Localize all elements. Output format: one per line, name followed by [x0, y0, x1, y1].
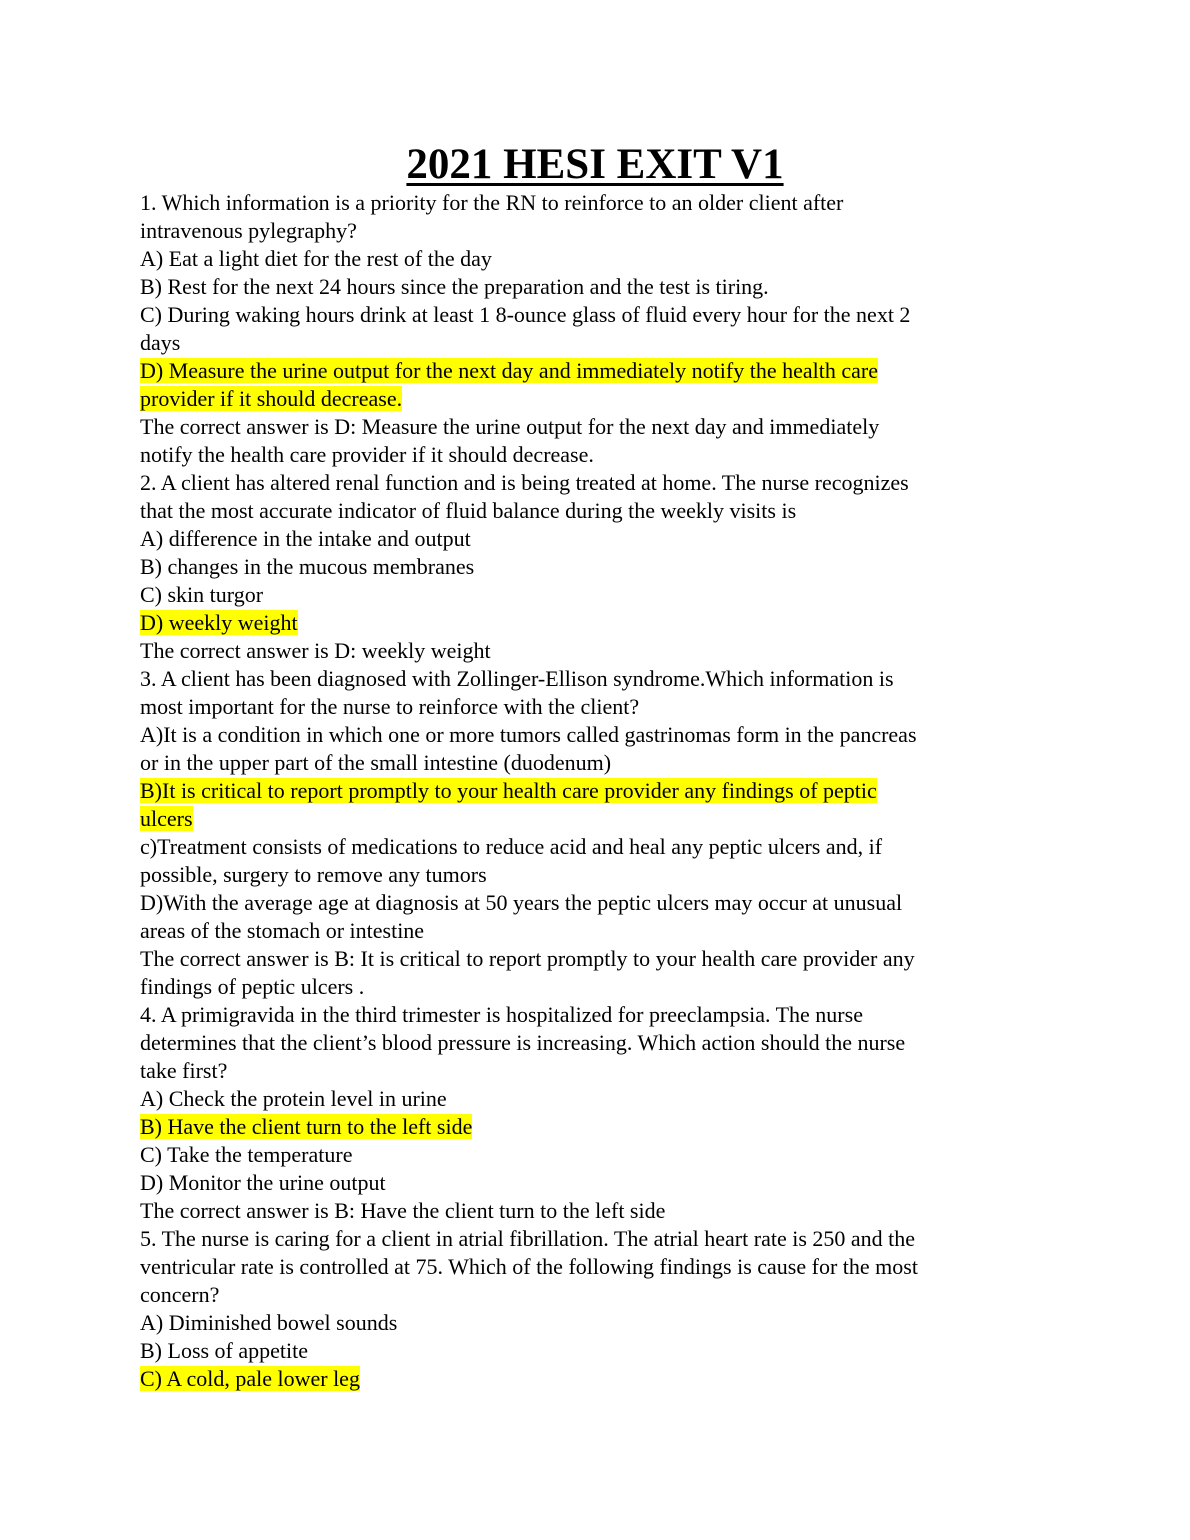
highlighted-answer-text: ulcers [140, 806, 193, 831]
line-text: B) changes in the mucous membranes [140, 554, 475, 579]
line-text: The correct answer is B: Have the client turn to the left side [140, 1198, 666, 1223]
line-text: D) Monitor the urine output [140, 1170, 386, 1195]
line-text: 4. A primigravida in the third trimester is hospitalized for preeclampsia. The nurse [140, 1002, 863, 1027]
text-line [140, 777, 1010, 805]
text-line [140, 525, 1010, 553]
text-line [140, 1225, 1010, 1253]
line-text: ventricular rate is controlled at 75. Which of the following findings is cause for the most [140, 1254, 918, 1279]
text-line [140, 1337, 1010, 1365]
text-line [140, 469, 1010, 497]
highlighted-answer-text: provider if it should decrease. [140, 386, 403, 411]
line-text: C) Take the temperature [140, 1142, 353, 1167]
line-text: A) Check the protein level in urine [140, 1086, 447, 1111]
line-text: A) Eat a light diet for the rest of the day [140, 246, 492, 271]
text-line [140, 805, 1010, 833]
line-text: B) Rest for the next 24 hours since the preparation and the test is tiring. [140, 274, 769, 299]
line-text: intravenous pylegraphy? [140, 218, 357, 243]
text-line [140, 1197, 1010, 1225]
line-text: A) difference in the intake and output [140, 526, 471, 551]
text-line [140, 1281, 1010, 1309]
text-line [140, 385, 1010, 413]
text-line [140, 833, 1010, 861]
line-text: The correct answer is D: Measure the urine output for the next day and immediately [140, 414, 880, 439]
text-line [140, 189, 1010, 217]
text-line [140, 721, 1010, 749]
line-text: D)With the average age at diagnosis at 50 years the peptic ulcers may occur at unusual [140, 890, 903, 915]
text-line [140, 693, 1010, 721]
line-text: that the most accurate indicator of fluid balance during the weekly visits is [140, 498, 797, 523]
line-text: most important for the nurse to reinforce with the client? [140, 694, 640, 719]
text-line [140, 1309, 1010, 1337]
text-line [140, 1113, 1010, 1141]
highlighted-answer-text: D) Measure the urine output for the next day and immediately notify the health care [140, 358, 878, 383]
text-line [140, 329, 1010, 357]
line-text: The correct answer is B: It is critical to report promptly to your health care provider any [140, 946, 915, 971]
line-text: or in the upper part of the small intestine (duodenum) [140, 750, 612, 775]
highlighted-answer-text: B)It is critical to report promptly to your health care provider any findings of peptic [140, 778, 877, 803]
text-line [140, 917, 1010, 945]
text-line [140, 245, 1010, 273]
line-text: 1. Which information is a priority for the RN to reinforce to an older client after [140, 190, 844, 215]
text-line [140, 301, 1010, 329]
text-line [140, 889, 1010, 917]
text-line [140, 1365, 1010, 1393]
text-line [140, 357, 1010, 385]
line-text: A) Diminished bowel sounds [140, 1310, 398, 1335]
text-line [140, 973, 1010, 1001]
text-line [140, 945, 1010, 973]
line-text: 3. A client has been diagnosed with Zollinger-Ellison syndrome.Which information is [140, 666, 894, 691]
line-text: 5. The nurse is caring for a client in atrial fibrillation. The atrial heart rate is 250 and the [140, 1226, 916, 1251]
line-text: days [140, 330, 181, 355]
line-text: A)It is a condition in which one or more tumors called gastrinomas form in the pancreas [140, 722, 917, 747]
line-text: possible, surgery to remove any tumors [140, 862, 487, 887]
line-text: c)Treatment consists of medications to reduce acid and heal any peptic ulcers and, if [140, 834, 883, 859]
text-line [140, 1253, 1010, 1281]
line-text: findings of peptic ulcers . [140, 974, 365, 999]
text-line [140, 273, 1010, 301]
highlighted-answer-text: C) A cold, pale lower leg [140, 1366, 360, 1391]
line-text: areas of the stomach or intestine [140, 918, 425, 943]
line-text: notify the health care provider if it should decrease. [140, 442, 594, 467]
text-line [140, 637, 1010, 665]
text-line [140, 749, 1010, 777]
line-text: B) Loss of appetite [140, 1338, 309, 1363]
text-line [140, 1169, 1010, 1197]
text-line [140, 1029, 1010, 1057]
document-body [140, 189, 1010, 1393]
text-line [140, 1085, 1010, 1113]
text-line [140, 413, 1010, 441]
line-text: 2. A client has altered renal function and is being treated at home. The nurse recognizes [140, 470, 909, 495]
line-text: C) During waking hours drink at least 1 8-ounce glass of fluid every hour for the next 2 [140, 302, 911, 327]
text-line [140, 441, 1010, 469]
text-line [140, 1141, 1010, 1169]
text-line [140, 497, 1010, 525]
text-line [140, 553, 1010, 581]
document-title: 2021 HESI EXIT V1 [406, 141, 784, 188]
text-line [140, 609, 1010, 637]
line-text: determines that the client’s blood pressure is increasing. Which action should the nurse [140, 1030, 906, 1055]
line-text: concern? [140, 1282, 220, 1307]
line-text: C) skin turgor [140, 582, 264, 607]
text-line [140, 1057, 1010, 1085]
highlighted-answer-text: B) Have the client turn to the left side [140, 1114, 473, 1139]
line-text: take first? [140, 1058, 228, 1083]
text-line [140, 861, 1010, 889]
highlighted-answer-text: D) weekly weight [140, 610, 298, 635]
line-text: The correct answer is D: weekly weight [140, 638, 491, 663]
text-line [140, 665, 1010, 693]
text-line [140, 217, 1010, 245]
text-line [140, 581, 1010, 609]
text-line [140, 1001, 1010, 1029]
